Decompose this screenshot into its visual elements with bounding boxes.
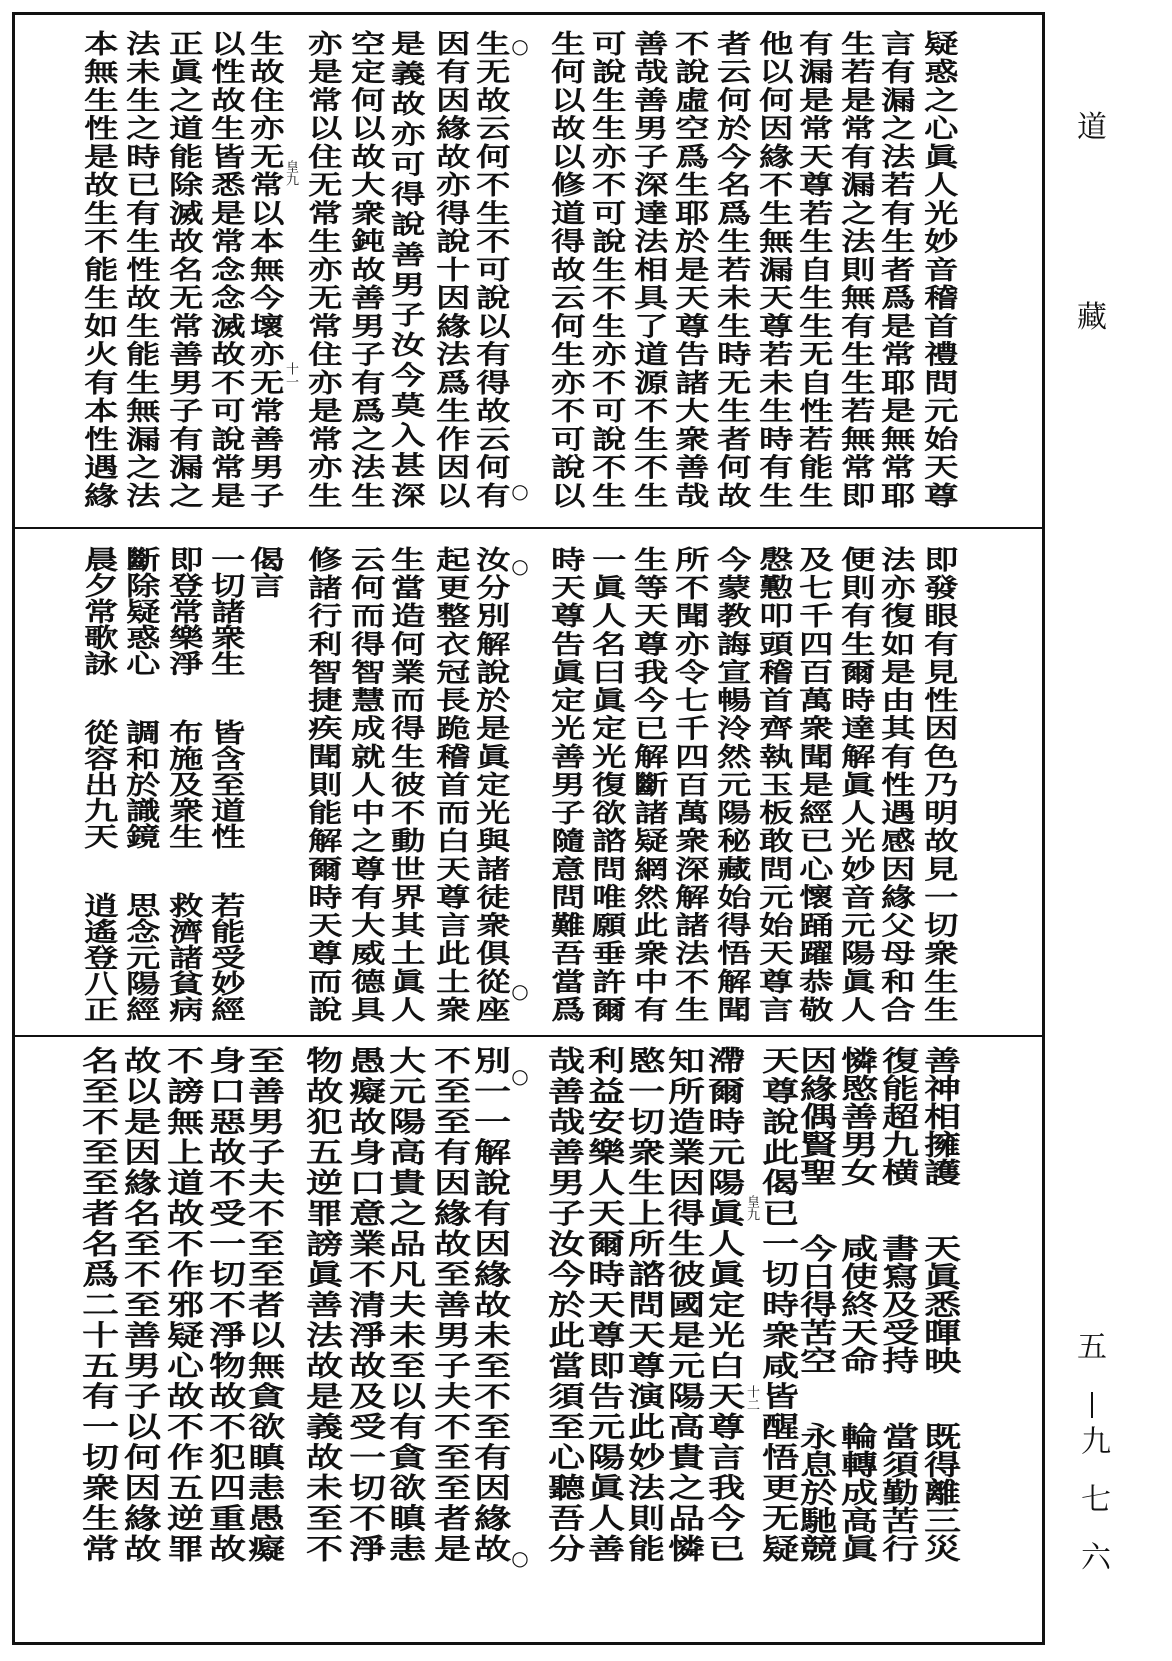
text-column bbox=[304, 30, 340, 508]
column-text: 因有因緣故亦得說十因緣法爲生作因以 bbox=[430, 30, 470, 508]
text-column bbox=[920, 546, 956, 1022]
lower-register bbox=[12, 1046, 1045, 1562]
column-text: 身口惡故不受一切不淨物故不犯四重故 bbox=[203, 1046, 248, 1562]
text-column bbox=[547, 546, 583, 1022]
text-column bbox=[837, 546, 873, 1022]
column-text: 法亦復如是由其有性遇感因緣父母和合 bbox=[875, 546, 915, 1022]
text-column bbox=[432, 30, 468, 508]
verse-line: 一切諸衆生 bbox=[205, 546, 245, 676]
verse-line: 既得離三災 bbox=[918, 1422, 963, 1562]
column-text: 法未生之時已有生性故生能生無漏之法 bbox=[120, 30, 160, 508]
text-column bbox=[630, 30, 666, 508]
column-text: 本無生性是故生不能生如火有本性遇緣 bbox=[78, 30, 118, 508]
column-text: 至善男子夫不至至者以無貪欲瞋恚愚癡 bbox=[242, 1046, 287, 1562]
verse-line: 復能超九横 bbox=[876, 1046, 921, 1186]
text-column bbox=[343, 1046, 388, 1562]
text-column bbox=[472, 30, 508, 508]
volume-number: 五 bbox=[1077, 1330, 1107, 1365]
text-column bbox=[80, 546, 116, 1022]
text-column bbox=[713, 30, 749, 508]
text-column bbox=[920, 30, 956, 508]
column-text: 生當造何業而得生彼不動世界其土眞人 bbox=[385, 546, 425, 1022]
text-column bbox=[165, 30, 201, 508]
text-column bbox=[588, 546, 624, 1022]
text-column bbox=[795, 30, 831, 508]
text-column bbox=[794, 1046, 839, 1562]
text-column bbox=[876, 1046, 921, 1562]
text-column bbox=[122, 546, 158, 1022]
plate-leaf-mark: 十二 bbox=[744, 1385, 759, 1411]
column-text: 生无故云何不生不可說以有得故云何有 bbox=[470, 30, 510, 508]
upper-register bbox=[12, 30, 1045, 508]
text-column bbox=[383, 1046, 428, 1562]
text-column bbox=[877, 30, 913, 508]
verse-line: 救濟諸貧病 bbox=[163, 892, 203, 1022]
column-text: 天尊說此偈已一切時衆咸皆醒悟更无疑 bbox=[756, 1046, 801, 1562]
text-column bbox=[304, 546, 340, 1022]
column-text: 他以何因緣不生無漏天尊若未生時有生 bbox=[753, 30, 793, 508]
column-text: 一眞人名曰眞定光復欲諮問唯願垂許爾 bbox=[586, 546, 626, 1022]
verse-line: 善神相擁護 bbox=[918, 1046, 963, 1186]
column-text: 善哉善男子深達法相具了道源不生不生 bbox=[628, 30, 668, 508]
text-column bbox=[76, 1046, 121, 1562]
text-column bbox=[242, 1046, 287, 1562]
text-column bbox=[662, 1046, 707, 1562]
text-column bbox=[582, 1046, 627, 1562]
page-number-separator bbox=[1091, 1392, 1093, 1418]
column-text: 偈言 bbox=[244, 546, 284, 598]
column-text: 生等天尊我今已解斷諸疑網然此衆中有 bbox=[628, 546, 668, 1022]
page-number: 九七六 bbox=[1075, 1425, 1110, 1599]
column-text: 慇懃叩頭稽首齊執玉板敢問元始天尊言 bbox=[753, 546, 793, 1022]
text-column bbox=[918, 1046, 963, 1562]
verse-line: 晨夕常歌詠 bbox=[78, 546, 118, 676]
column-text: 便則有生爾時達解眞人光妙音元陽眞人 bbox=[835, 546, 875, 1022]
verse-line: 皆含至道性 bbox=[205, 719, 245, 849]
collection-title-char: 道 bbox=[1077, 110, 1107, 145]
column-text: 言有漏之法若有生者爲是常耶是無常耶 bbox=[875, 30, 915, 508]
verse-line: 咸使終天命 bbox=[835, 1234, 880, 1374]
text-column bbox=[80, 30, 116, 508]
column-text: 生若是常有漏之法則無有生生若無常即 bbox=[835, 30, 875, 508]
column-text: 哉善哉善男子汝今於此當須至心聽吾分 bbox=[542, 1046, 587, 1562]
fold-marker: ○ bbox=[511, 1064, 529, 1088]
text-column bbox=[246, 546, 282, 1022]
column-text: 及七千四百萬衆聞是經已心懷踊躍恭敬 bbox=[793, 546, 833, 1022]
column-text: 愍一切衆生上所諮問天尊演此妙法則能 bbox=[622, 1046, 667, 1562]
verse-line: 若能受妙經 bbox=[205, 892, 245, 1022]
text-column bbox=[542, 1046, 587, 1562]
column-text: 疑惑之心眞人光妙音稽首禮問元始天尊 bbox=[918, 30, 958, 508]
text-column bbox=[671, 30, 707, 508]
plate-section-mark: 皇九 bbox=[744, 1195, 759, 1221]
text-column bbox=[877, 546, 913, 1022]
text-column bbox=[468, 1046, 513, 1562]
column-text: 知所造業因得生彼國是元陽高貴之品憐 bbox=[662, 1046, 707, 1562]
text-column bbox=[165, 546, 201, 1022]
text-column bbox=[630, 546, 666, 1022]
fold-marker: ○ bbox=[511, 554, 529, 578]
column-text: 生何以故以修道得故云何生亦不可說以 bbox=[545, 30, 585, 508]
column-text: 利益安樂人天爾時天尊即告元陽眞人善 bbox=[582, 1046, 627, 1562]
column-text: 即發眼有見性因色乃明故見一切衆生生 bbox=[918, 546, 958, 1022]
column-text: 不說虛空爲生耶於是天尊告諸大衆善哉 bbox=[669, 30, 709, 508]
verse-line: 思念元陽經 bbox=[120, 892, 160, 1022]
column-text: 別一一解說有因緣故未至不至有因緣故 bbox=[468, 1046, 513, 1562]
text-column bbox=[755, 546, 791, 1022]
fold-marker: ○ bbox=[511, 979, 529, 1003]
verse-line: 輪轉成高眞 bbox=[835, 1422, 880, 1562]
text-column bbox=[428, 1046, 473, 1562]
text-column bbox=[347, 546, 383, 1022]
verse-line: 從容出九天 bbox=[78, 719, 118, 849]
middle-register bbox=[12, 546, 1045, 1022]
column-text: 修諸行利智捷疾聞則能解爾時天尊而說 bbox=[302, 546, 342, 1022]
verse-line: 布施及衆生 bbox=[163, 719, 203, 849]
fold-marker: ○ bbox=[511, 34, 529, 58]
plate-section-mark: 皇九 bbox=[283, 160, 298, 186]
column-text: 空定何以故大衆鈍故善男子有爲之法生 bbox=[345, 30, 385, 508]
text-column bbox=[702, 1046, 747, 1562]
verse-line: 今日得苦空 bbox=[794, 1234, 839, 1374]
text-column bbox=[795, 546, 831, 1022]
text-column bbox=[203, 1046, 248, 1562]
verse-line: 因緣偶賢聖 bbox=[794, 1046, 839, 1186]
register-divider bbox=[12, 527, 1045, 529]
column-text: 是義故亦可得說善男子汝今莫入甚深 bbox=[385, 30, 425, 508]
text-column bbox=[713, 546, 749, 1022]
column-text: 正眞之道能除滅故名无常善男子有漏之 bbox=[163, 30, 203, 508]
column-text: 汝分別解說於是眞定光與諸徒衆俱從座 bbox=[470, 546, 510, 1022]
text-column bbox=[835, 1046, 880, 1562]
fold-marker: ○ bbox=[511, 1546, 529, 1570]
column-text: 云何而得智慧成就人中之尊有大威德具 bbox=[345, 546, 385, 1022]
column-text: 者云何於今名爲生若未生時无生者何故 bbox=[711, 30, 751, 508]
text-column bbox=[756, 1046, 801, 1562]
column-text: 名至不至至者名爲二十五有一切衆生常 bbox=[76, 1046, 121, 1562]
verse-line: 逍遙登八正 bbox=[78, 892, 118, 1022]
verse-line: 當須勤苦行 bbox=[876, 1422, 921, 1562]
text-column bbox=[472, 546, 508, 1022]
text-column bbox=[118, 1046, 163, 1562]
text-column bbox=[246, 30, 282, 508]
text-column bbox=[755, 30, 791, 508]
column-text: 有漏是常天尊若生自生生无自性若能生 bbox=[793, 30, 833, 508]
plate-leaf-mark: 十一 bbox=[283, 362, 298, 388]
text-column bbox=[622, 1046, 667, 1562]
text-column bbox=[122, 30, 158, 508]
collection-title-char: 藏 bbox=[1077, 300, 1107, 335]
verse-line: 調和於識鏡 bbox=[120, 719, 160, 849]
column-text: 以性故生皆悉是常念念滅故不可說常是 bbox=[205, 30, 245, 508]
verse-line: 永息於馳競 bbox=[794, 1422, 839, 1562]
fold-marker: ○ bbox=[511, 479, 529, 503]
text-column bbox=[300, 1046, 345, 1562]
column-text: 起更整衣冠長跪稽首而白天尊言此土衆 bbox=[430, 546, 470, 1022]
text-column bbox=[207, 546, 243, 1022]
column-text: 愚癡故身口意業不清淨故及受一切不淨 bbox=[343, 1046, 388, 1562]
text-column bbox=[161, 1046, 206, 1562]
column-text: 故以是因緣名至不至善男子以何因緣故 bbox=[118, 1046, 163, 1562]
column-text: 今蒙教誨宣暢泠然元陽秘藏始得悟解聞 bbox=[711, 546, 751, 1022]
column-text: 可說生生亦不可說生不生亦不可說不生 bbox=[586, 30, 626, 508]
text-column bbox=[671, 546, 707, 1022]
verse-line: 即登常樂淨 bbox=[163, 546, 203, 676]
column-text: 不至至有因緣故至善男子夫不至至者是 bbox=[428, 1046, 473, 1562]
text-column bbox=[588, 30, 624, 508]
verse-line: 書寫及受持 bbox=[876, 1234, 921, 1374]
column-text: 滯爾時元陽眞人眞定光白天尊言我今已 bbox=[702, 1046, 747, 1562]
text-column bbox=[387, 546, 423, 1022]
text-column bbox=[207, 30, 243, 508]
column-text: 所不聞亦令七千四百萬衆深解諸法不生 bbox=[669, 546, 709, 1022]
column-text: 時天尊告眞定光善男子隨意問難吾當爲 bbox=[545, 546, 585, 1022]
register-divider bbox=[12, 1035, 1045, 1037]
column-text: 生故住亦无常以本無今壞亦无常善男子 bbox=[244, 30, 284, 508]
text-column bbox=[837, 30, 873, 508]
text-column bbox=[547, 30, 583, 508]
column-text: 不謗無上道故不作邪疑心故不作五逆罪 bbox=[161, 1046, 206, 1562]
verse-line: 斷除疑惑心 bbox=[120, 546, 160, 676]
text-column bbox=[347, 30, 383, 508]
text-column bbox=[432, 546, 468, 1022]
column-text: 物故犯五逆罪謗眞善法故是義故未至不 bbox=[300, 1046, 345, 1562]
column-text: 大元陽高貴之品凡夫未至以有貪欲瞋恚 bbox=[383, 1046, 428, 1562]
verse-line: 憐愍善男女 bbox=[835, 1046, 880, 1186]
text-column bbox=[387, 30, 423, 508]
column-text: 亦是常以住无常生亦无常住亦是常亦生 bbox=[302, 30, 342, 508]
verse-line: 天眞悉暉映 bbox=[918, 1234, 963, 1374]
